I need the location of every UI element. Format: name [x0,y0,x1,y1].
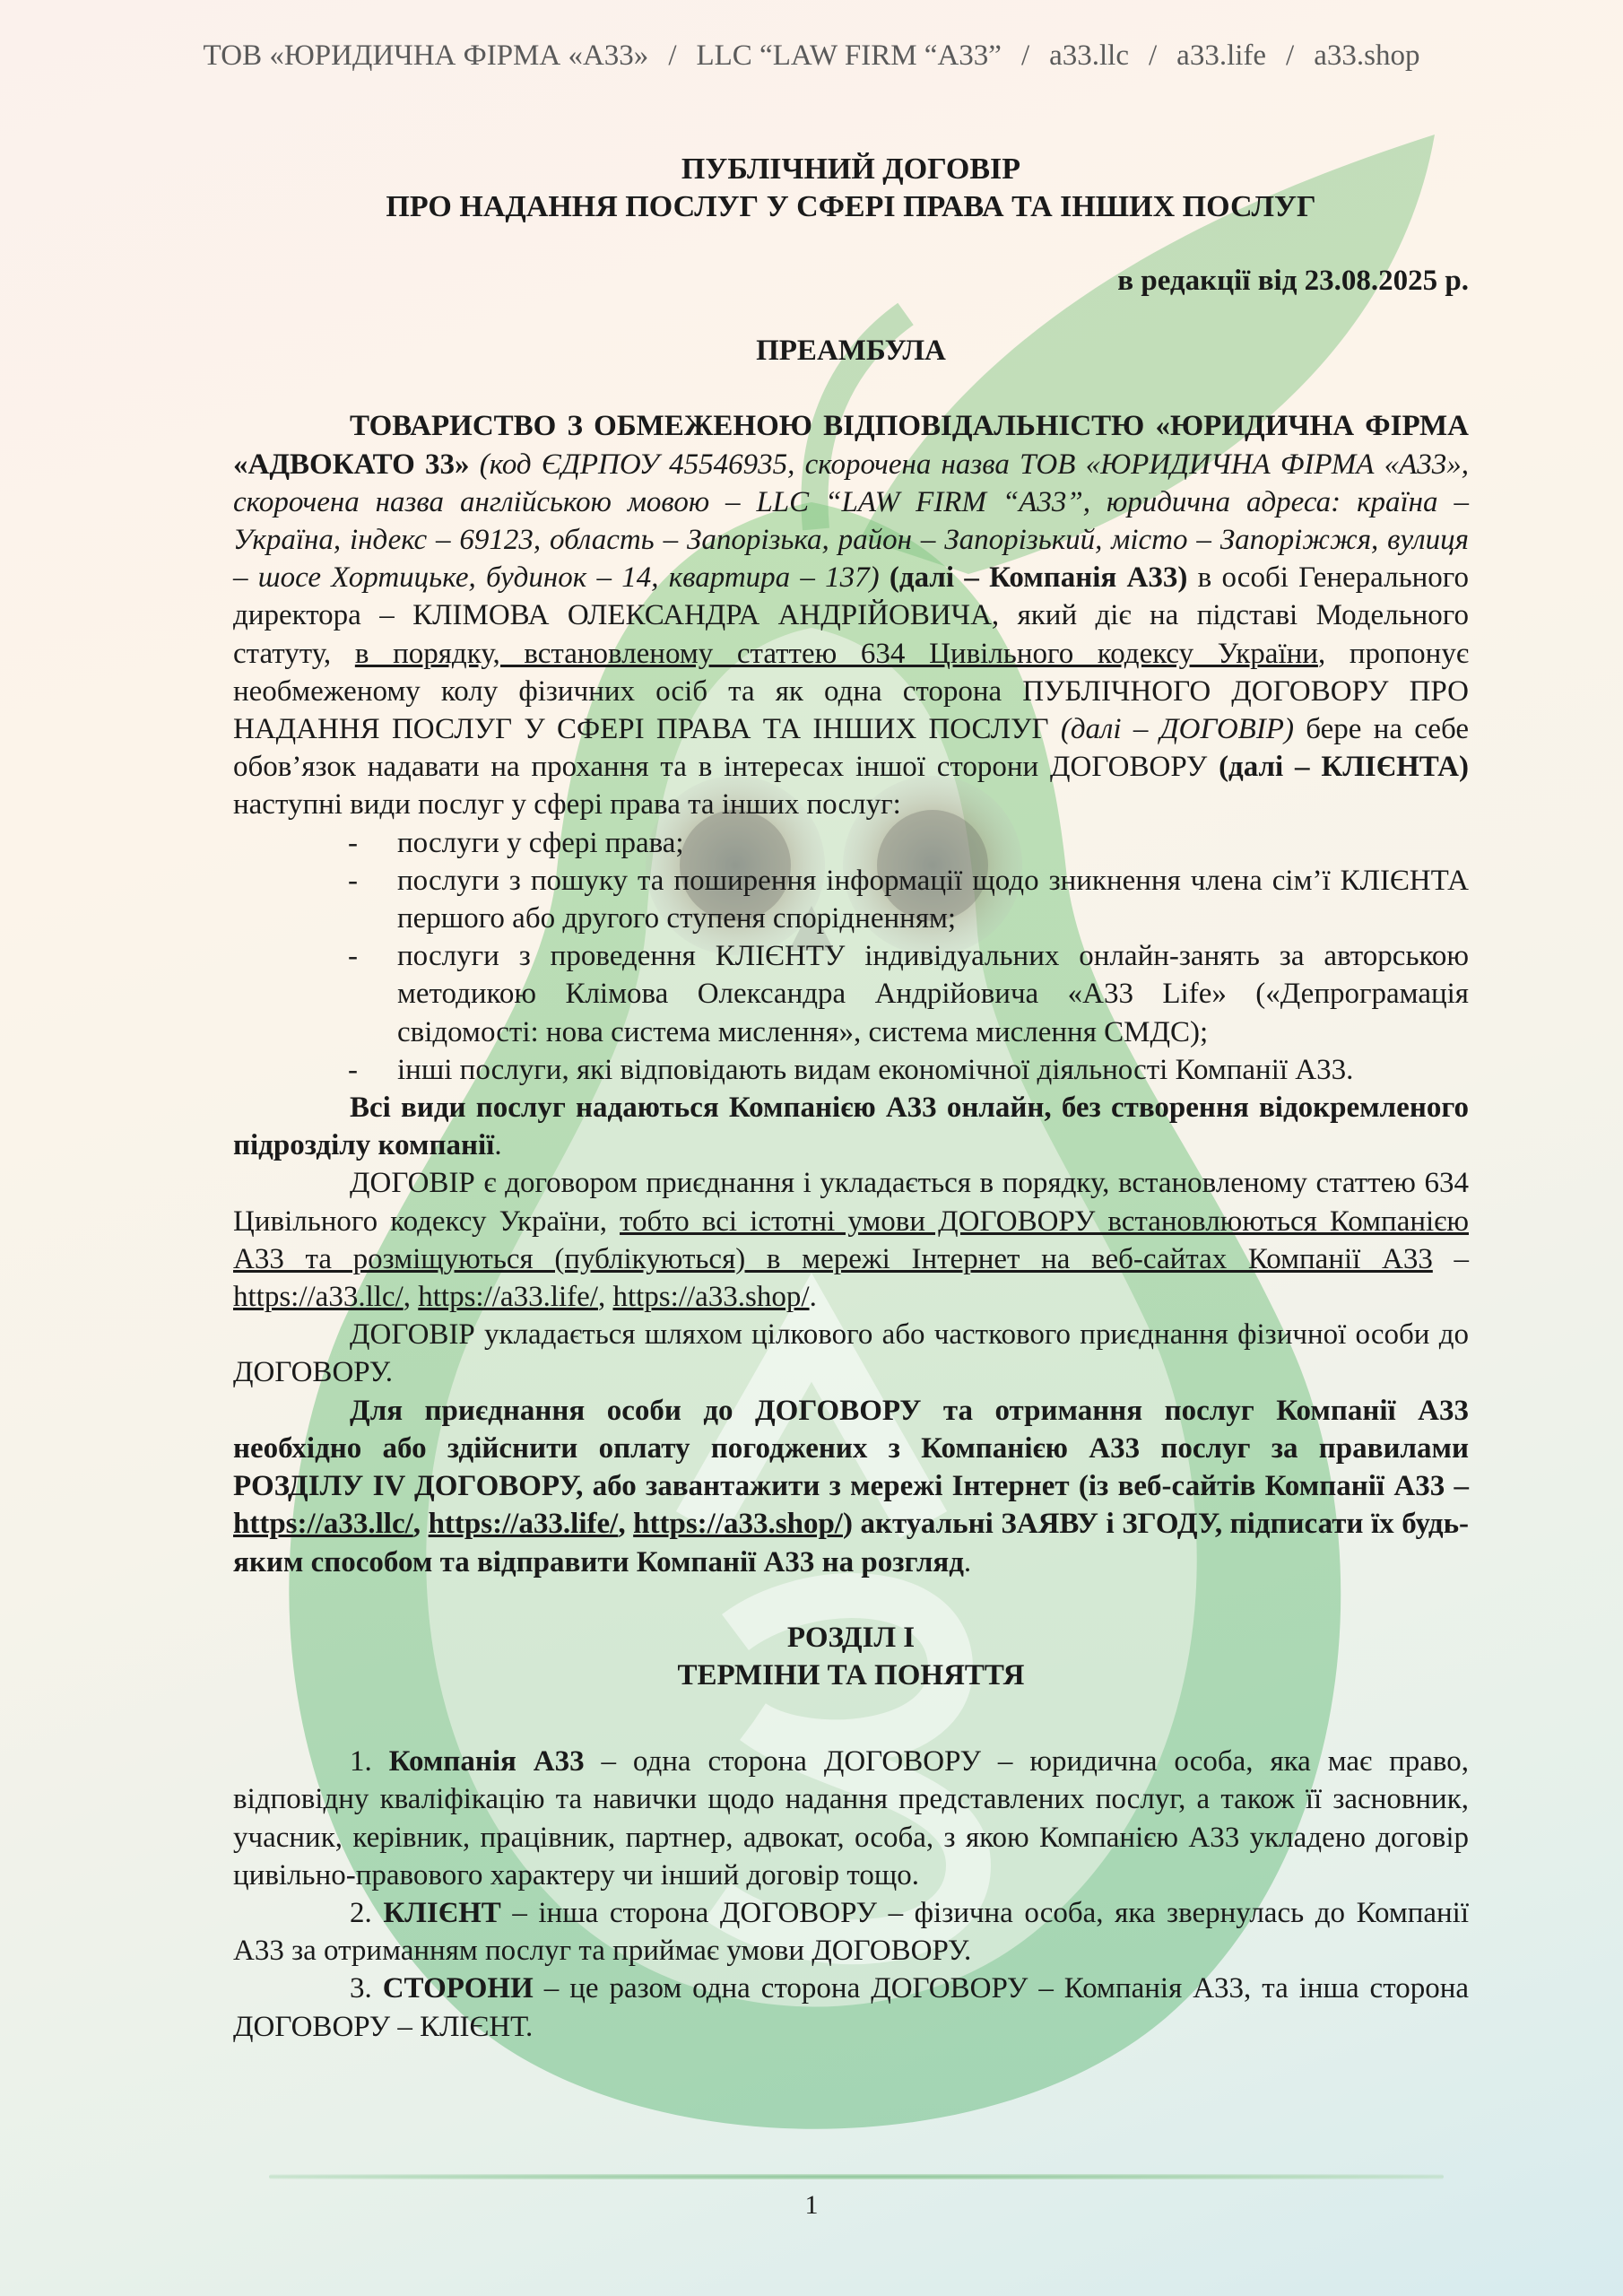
list-item: - послуги з пошуку та поширення інформації щодо зникнення члена сім’ї КЛІЄНТА першого або другого ступеня спорідненням; [397,862,1469,937]
title-line-1: ПУБЛІЧНИЙ ДОГОВІР [681,152,1021,186]
section-1-heading [233,1619,1469,1694]
client-alias: (далі – КЛІЄНТА) [1219,751,1469,784]
header-site-shop: a33.shop [1314,39,1420,72]
page-number: 1 [804,2190,819,2220]
term-item-1: 1. Компанія А33 – одна сторона ДОГОВОРУ – юридична особа, яка має право, відповідну кваліфікацію та навички щодо надання представлених послуг, а також її засновник, учасник, керівник, працівник, партнер, адвокат, особа, з якою Компанією А33 укладено договір цивільно-правового характеру чи інший договір тощо. [233,1745,1470,1892]
header-site-llc: a33.llc [1049,39,1129,72]
contract-alias: (далі – ДОГОВІР) [1060,713,1294,746]
header-company-en: LLC “LAW FIRM “A33” [696,39,1002,72]
preamble-paragraph-5: Для приєднання особи до ДОГОВОРУ та отримання послуг Компанії А33 необхідно або здійснити оплату погоджених з Компанією А33 послуг за правилами РОЗДІЛУ IV ДОГОВОРУ, або завантажити з мережі Інтернет (із веб-сайтів Компанії А33 – https://a33.llc/, https://a33.life/, https://a33.shop/) актуальні ЗАЯВУ і ЗГОДУ, підписати їх будь-яким способом та відправити Компанії А33 на розгляд. [233,1394,1470,1578]
preamble-paragraph-1: ТОВАРИСТВО З ОБМЕЖЕНОЮ ВІДПОВІДАЛЬНІСТЮ «ЮРИДИЧНА ФІРМА «АДВОКАТО 33» (код ЄДРПОУ 45546935, скорочена назва ТОВ «ЮРИДИЧНА ФІРМА «А33», скорочена назва англійською мовою – LLC “LAW FIRM “A33”, юридична адреса: країна – Україна, індекс – 69123, область – Запорізька, район – Запорізький, місто – Запоріжжя, вулиця – шосе Хортицьке, будинок – 14, квартира – 137) (далі – Компанія А33) в особі Генерального директора – КЛІМОВА ОЛЕКСАНДРА АНДРІЙОВИЧА, який діє на підставі Модельного статуту, в порядку, встановленому статтею 634 Цивільного кодексу України, пропонує необмеженому колу фізичних осіб та як одна сторона ПУБЛІЧНОГО ДОГОВОРУ ПРО НАДАННЯ ПОСЛУГ У СФЕРІ ПРАВА ТА ІНШИХ ПОСЛУГ (далі – ДОГОВІР) бере на себе обов’язок надавати на прохання та в інтересах іншої сторони ДОГОВОРУ (далі – КЛІЄНТА) наступні види послуг у сфері права та інших послуг: [233,410,1470,822]
header-site-life: a33.life [1176,39,1267,72]
header-separator: / [1020,39,1030,72]
document-body [233,151,1469,2046]
preamble-paragraph-3: ДОГОВІР є договором приєднання і укладається в порядку, встановленому статтею 634 Цивільного кодексу України, тобто всі істотні умови ДОГОВОРУ встановлюються Компанією А33 та розміщуються (публікуються) в мережі Інтернет на веб-сайтах Компанії А33 – https://a33.llc/, https://a33.life/, https://a33.shop/. [233,1167,1469,1314]
company-full-name: ТОВАРИСТВО З ОБМЕЖЕНОЮ ВІДПОВІДАЛЬНІСТЮ «ЮРИДИЧНА ФІРМА «АДВОКАТО 33» [233,410,1469,481]
header-separator: / [1149,39,1158,72]
edition-date: в редакції від 23.08.2025 р. [1117,265,1469,297]
title-line-2: ПРО НАДАННЯ ПОСЛУГ У СФЕРІ ПРАВА ТА ІНШИХ ПОСЛУГ [386,190,1316,223]
civil-code-reference: в порядку, встановленому статтею 634 Цивільного кодексу України [354,637,1318,670]
list-item: - послуги з проведення КЛІЄНТУ індивідуальних онлайн-занять за авторською методикою Клімова Олександра Андрійовича «А33 Life» («Депрограмація свідомості: нова система мислення», система мислення СМДС); [397,937,1469,1051]
term-item-3: 3. СТОРОНИ – це разом одна сторона ДОГОВОРУ – Компанія А33, та інша сторона ДОГОВОРУ – КЛІЄНТ. [233,1972,1469,2043]
link-a33-life[interactable]: https://a33.life/ [428,1508,619,1541]
page-header [0,39,1623,73]
preamble-paragraph-2: Всі види послуг надаються Компанією А33 онлайн, без створення відокремленого підрозділу компанії. [233,1091,1469,1162]
term-item-2: 2. КЛІЄНТ – інша сторона ДОГОВОРУ – фізична особа, яка звернулась до Компанії А33 за отриманням послуг та приймає умови ДОГОВОРУ. [233,1896,1470,1968]
section-1-title: ТЕРМІНИ ТА ПОНЯТТЯ [677,1658,1025,1692]
link-a33-shop[interactable]: https://a33.shop/ [633,1508,843,1541]
header-separator: / [668,39,677,72]
services-list [233,824,1469,1089]
header-company-ua: ТОВ «ЮРИДИЧНА ФІРМА «А33» [203,39,649,72]
link-a33-shop[interactable]: https://a33.shop/ [612,1281,810,1314]
preamble-heading: ПРЕАМБУЛА [756,335,946,368]
link-a33-llc[interactable]: https://a33.llc/ [233,1508,413,1541]
header-separator: / [1286,39,1295,72]
company-alias: (далі – Компанія А33) [889,561,1188,595]
preamble-paragraph-4: ДОГОВІР укладається шляхом цілкового або часткового приєднання фізичної особи до ДОГОВОРУ. [233,1318,1469,1389]
list-item: - інші послуги, які відповідають видам економічної діяльності Компанії А33. [397,1051,1469,1089]
document-title [233,151,1469,226]
section-1-number: РОЗДІЛ І [786,1621,916,1654]
link-a33-llc[interactable]: https://a33.llc/ [233,1281,404,1314]
link-a33-life[interactable]: https://a33.life/ [418,1281,598,1314]
footer-divider [269,2174,1444,2179]
company-details: (код ЄДРПОУ 45546935, скорочена назва ТОВ «ЮРИДИЧНА ФІРМА «А33», скорочена назва англійською мовою – LLC “LAW FIRM “A33”, юридична адреса: країна – Україна, індекс – 69123, область – Запорізька, район – Запорізький, місто – Запоріжжя, вулиця – шосе Хортицьке, будинок – 14, квартира – 137) [233,448,1469,595]
list-item: - послуги у сфері права; [397,824,1469,862]
